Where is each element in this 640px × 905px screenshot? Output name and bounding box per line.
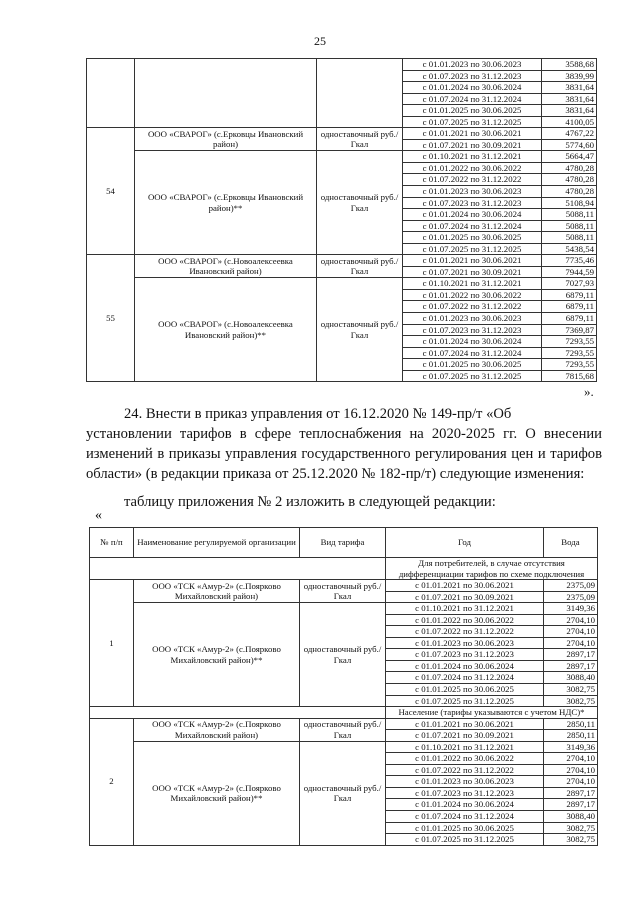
value-cell: 3082,75 <box>544 684 598 696</box>
period-cell: с 01.01.2025 по 30.06.2025 <box>403 105 542 117</box>
tariff-table-appendix-2 <box>89 527 598 846</box>
period-cell: с 01.07.2021 по 30.09.2021 <box>403 139 542 151</box>
period-cell: с 01.07.2023 по 31.12.2023 <box>386 649 544 661</box>
table-row <box>90 603 598 615</box>
organization-name: ООО «ТСК «Амур-2» (с.Поярково Михайловский район) <box>134 718 300 741</box>
value-cell: 4767,22 <box>542 128 597 140</box>
table-row <box>87 255 597 267</box>
value-cell: 5108,94 <box>542 197 597 209</box>
period-cell: с 01.07.2021 по 30.09.2021 <box>386 730 544 742</box>
value-cell: 5088,11 <box>542 220 597 232</box>
value-cell: 2704,10 <box>544 753 598 765</box>
value-cell: 4780,28 <box>542 186 597 198</box>
period-cell: с 01.01.2021 по 30.06.2021 <box>403 128 542 140</box>
value-cell: 2897,17 <box>544 799 598 811</box>
period-cell: с 01.01.2025 по 30.06.2025 <box>403 359 542 371</box>
period-cell: с 01.07.2022 по 31.12.2022 <box>403 301 542 313</box>
period-cell: с 01.01.2025 по 30.06.2025 <box>386 822 544 834</box>
header-year: Год <box>386 528 544 558</box>
value-cell: 5774,60 <box>542 139 597 151</box>
organization-name: ООО «ТСК «Амур-2» (с.Поярково Михайловский район)** <box>134 741 300 845</box>
value-cell: 4780,28 <box>542 162 597 174</box>
period-cell: с 01.07.2025 по 31.12.2025 <box>403 370 542 382</box>
value-cell: 2850,11 <box>544 730 598 742</box>
header-row <box>90 528 598 558</box>
period-cell: с 01.01.2022 по 30.06.2022 <box>386 614 544 626</box>
period-cell: с 01.10.2021 по 31.12.2021 <box>403 151 542 163</box>
period-cell: с 01.01.2024 по 30.06.2024 <box>403 336 542 348</box>
value-cell: 6879,11 <box>542 301 597 313</box>
period-cell: с 01.01.2024 по 30.06.2024 <box>403 82 542 94</box>
header-num: № п/п <box>90 528 134 558</box>
period-cell: с 01.07.2025 по 31.12.2025 <box>386 834 544 846</box>
table-row <box>90 741 598 753</box>
organization-name: ООО «ТСК «Амур-2» (с.Поярково Михайловский район) <box>134 580 300 603</box>
value-cell: 2704,10 <box>544 637 598 649</box>
value-cell: 2897,17 <box>544 649 598 661</box>
period-cell: с 01.01.2023 по 30.06.2023 <box>386 637 544 649</box>
row-number: 2 <box>90 718 134 845</box>
period-cell: с 01.07.2023 по 31.12.2023 <box>403 324 542 336</box>
period-cell: с 01.07.2024 по 31.12.2024 <box>403 93 542 105</box>
table-row <box>90 718 598 730</box>
row-number: 1 <box>90 580 134 707</box>
period-cell: с 01.01.2021 по 30.06.2021 <box>386 718 544 730</box>
value-cell: 2897,17 <box>544 787 598 799</box>
period-cell: с 01.07.2023 по 31.12.2023 <box>403 197 542 209</box>
period-cell: с 01.07.2022 по 31.12.2022 <box>403 174 542 186</box>
organization-name: ООО «СВАРОГ» (с.Ерковцы Ивановский район) <box>135 128 317 151</box>
period-cell: с 01.01.2021 по 30.06.2021 <box>386 580 544 592</box>
period-cell: с 01.01.2025 по 30.06.2025 <box>386 684 544 696</box>
period-cell: с 01.10.2021 по 31.12.2021 <box>386 741 544 753</box>
tariff-type: одноставочный руб./Гкал <box>300 741 386 845</box>
period-cell: с 01.07.2021 по 30.09.2021 <box>386 591 544 603</box>
tariff-type: одноставочный руб./Гкал <box>317 278 403 382</box>
paragraph-table-instruction: таблицу приложения № 2 изложить в следующей редакции: <box>124 494 496 510</box>
value-cell: 3831,64 <box>542 105 597 117</box>
tariff-table-continued <box>86 58 597 382</box>
row-number-empty <box>87 59 135 128</box>
period-cell: с 01.01.2023 по 30.06.2023 <box>403 313 542 325</box>
value-cell: 7735,46 <box>542 255 597 267</box>
period-cell: с 01.01.2025 по 30.06.2025 <box>403 232 542 244</box>
paragraph-24 <box>86 404 602 484</box>
period-cell: с 01.07.2025 по 31.12.2025 <box>403 116 542 128</box>
row-number: 54 <box>87 128 135 255</box>
paragraph-24-first-line: 24. Внести в приказ управления от 16.12.2020 № 149-пр/т «Об <box>124 406 512 422</box>
period-cell: с 01.01.2024 по 30.06.2024 <box>403 209 542 221</box>
period-cell: с 01.10.2021 по 31.12.2021 <box>386 603 544 615</box>
value-cell: 7293,55 <box>542 336 597 348</box>
period-cell: с 01.07.2022 по 31.12.2022 <box>386 626 544 638</box>
value-cell: 5088,11 <box>542 209 597 221</box>
value-cell: 7944,59 <box>542 266 597 278</box>
value-cell: 6879,11 <box>542 289 597 301</box>
header-tariff: Вид тарифа <box>300 528 386 558</box>
value-cell: 6879,11 <box>542 313 597 325</box>
section-row <box>90 707 598 719</box>
section-title: Для потребителей, в случае отсутствия дифференциации тарифов по схеме подключения <box>386 558 598 580</box>
value-cell: 7293,55 <box>542 359 597 371</box>
period-cell: с 01.01.2022 по 30.06.2022 <box>403 162 542 174</box>
value-cell: 7293,55 <box>542 347 597 359</box>
period-cell: с 01.01.2024 по 30.06.2024 <box>386 660 544 672</box>
period-cell: с 01.01.2022 по 30.06.2022 <box>386 753 544 765</box>
value-cell: 3082,75 <box>544 695 598 707</box>
value-cell: 4100,05 <box>542 116 597 128</box>
period-cell: с 01.01.2023 по 30.06.2023 <box>403 186 542 198</box>
table-row <box>87 151 597 163</box>
value-cell: 2375,09 <box>544 580 598 592</box>
table-row <box>87 278 597 290</box>
paragraph-24-text: установлении тарифов в сфере теплоснабжения на 2020-2025 гг. О внесении изменений в приказы управления государственного регулирования цен и тарифов области» (в редакции приказа от 25.12.2020 № 182-пр/т) следующие изменения: <box>86 426 602 482</box>
period-cell: с 01.07.2023 по 31.12.2023 <box>386 787 544 799</box>
value-cell: 5088,11 <box>542 232 597 244</box>
row-number: 55 <box>87 255 135 382</box>
period-cell: с 01.07.2024 по 31.12.2024 <box>403 220 542 232</box>
tariff-type: одноставочный руб./Гкал <box>300 603 386 707</box>
period-cell: с 01.07.2025 по 31.12.2025 <box>386 695 544 707</box>
header-org: Наименование регулируемой организации <box>134 528 300 558</box>
period-cell: с 01.07.2024 по 31.12.2024 <box>386 811 544 823</box>
tariff-type: одноставочный руб./Гкал <box>317 255 403 278</box>
value-cell: 5664,47 <box>542 151 597 163</box>
organization-empty <box>135 59 317 128</box>
value-cell: 2375,09 <box>544 591 598 603</box>
header-water: Вода <box>544 528 598 558</box>
period-cell: с 01.07.2024 по 31.12.2024 <box>403 347 542 359</box>
organization-name: ООО «СВАРОГ» (с.Ерковцы Ивановский район)** <box>135 151 317 255</box>
period-cell: с 01.01.2023 по 30.06.2023 <box>386 776 544 788</box>
value-cell: 7369,87 <box>542 324 597 336</box>
tariff-type: одноставочный руб./Гкал <box>317 151 403 255</box>
organization-name: ООО «СВАРОГ» (с.Новоалексеевка Ивановский район)** <box>135 278 317 382</box>
section-spacer <box>90 558 386 580</box>
value-cell: 2897,17 <box>544 660 598 672</box>
table-row <box>90 580 598 592</box>
value-cell: 2704,10 <box>544 614 598 626</box>
period-cell: с 01.01.2022 по 30.06.2022 <box>403 289 542 301</box>
value-cell: 5438,54 <box>542 243 597 255</box>
tariff-type: одноставочный руб./Гкал <box>300 718 386 741</box>
table-row <box>87 128 597 140</box>
value-cell: 3088,40 <box>544 672 598 684</box>
section-row <box>90 558 598 580</box>
value-cell: 7815,68 <box>542 370 597 382</box>
period-cell: с 01.01.2021 по 30.06.2021 <box>403 255 542 267</box>
period-cell: с 01.07.2024 по 31.12.2024 <box>386 672 544 684</box>
tariff-type: одноставочный руб./Гкал <box>300 580 386 603</box>
closing-quote: ». <box>584 384 594 399</box>
section-title: Население (тарифы указываются с учетом НДС)* <box>386 707 598 719</box>
value-cell: 3831,64 <box>542 82 597 94</box>
organization-name: ООО «СВАРОГ» (с.Новоалексеевка Ивановский район) <box>135 255 317 278</box>
period-cell: с 01.07.2022 по 31.12.2022 <box>386 764 544 776</box>
page-number: 25 <box>314 34 326 48</box>
value-cell: 4780,28 <box>542 174 597 186</box>
period-cell: с 01.01.2023 по 30.06.2023 <box>403 59 542 71</box>
value-cell: 3149,36 <box>544 603 598 615</box>
organization-name: ООО «ТСК «Амур-2» (с.Поярково Михайловский район)** <box>134 603 300 707</box>
value-cell: 2704,10 <box>544 626 598 638</box>
period-cell: с 01.07.2023 по 31.12.2023 <box>403 70 542 82</box>
value-cell: 3149,36 <box>544 741 598 753</box>
value-cell: 3088,40 <box>544 811 598 823</box>
value-cell: 3831,64 <box>542 93 597 105</box>
value-cell: 3082,75 <box>544 834 598 846</box>
opening-quote: « <box>95 508 102 523</box>
value-cell: 3839,99 <box>542 70 597 82</box>
tariff-type: одноставочный руб./Гкал <box>317 128 403 151</box>
value-cell: 2850,11 <box>544 718 598 730</box>
value-cell: 3082,75 <box>544 822 598 834</box>
value-cell: 3588,68 <box>542 59 597 71</box>
period-cell: с 01.07.2025 по 31.12.2025 <box>403 243 542 255</box>
value-cell: 2704,10 <box>544 764 598 776</box>
value-cell: 7027,93 <box>542 278 597 290</box>
period-cell: с 01.10.2021 по 31.12.2021 <box>403 278 542 290</box>
section-spacer <box>90 707 386 719</box>
value-cell: 2704,10 <box>544 776 598 788</box>
period-cell: с 01.01.2024 по 30.06.2024 <box>386 799 544 811</box>
table-row <box>87 59 597 71</box>
tariff-empty <box>317 59 403 128</box>
period-cell: с 01.07.2021 по 30.09.2021 <box>403 266 542 278</box>
